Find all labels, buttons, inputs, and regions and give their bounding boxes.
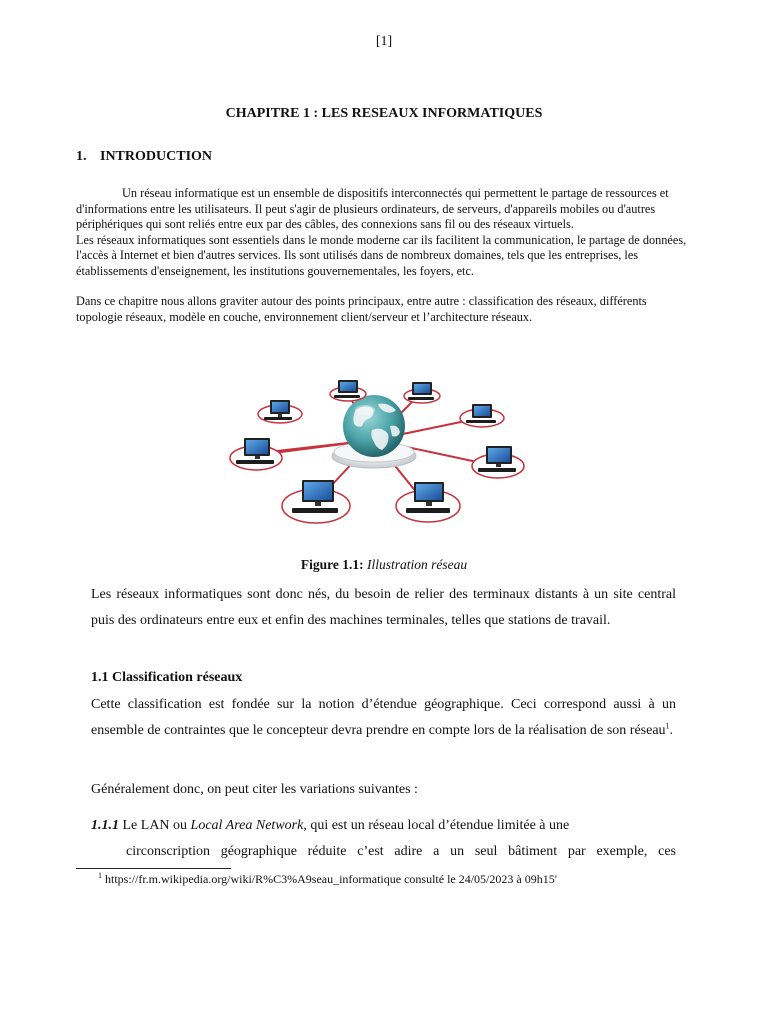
body-paragraph-2: Cette classification est fondée sur la notion d’étendue géographique. Ceci correspond aussi à un ensemble de contraintes que le concepteur devra prendre en compte lors de la réalisation de son réseau$^1$. — [91, 697, 676, 738]
body-paragraph-3 — [91, 777, 676, 803]
figure-caption-text: Illustration réseau — [367, 557, 468, 572]
network-illustration — [222, 370, 528, 538]
section-number: 1. — [76, 149, 87, 164]
globe-hub — [332, 395, 416, 468]
subsection-title: 1.1 Classification réseaux — [91, 670, 243, 685]
footnote-reference[interactable]: 1 — [665, 720, 670, 730]
figure-label: Figure 1.1: — [300, 557, 364, 572]
item-number: 1.1.1 — [91, 818, 119, 833]
intro-paragraph-2: Les réseaux informatiques sont essentiels dans le monde moderne car ils facilitent la communication, le partage de données, l'accès à Internet et bien d'autres services. Ils sont utilisés dans de nombreux domaines, tels que les entreprises, les établissements d'enseignement, les institutions gouvernementales, les foyers, etc. — [76, 232, 687, 278]
lan-term: Local Area Network — [190, 818, 304, 833]
chapter-title: CHAPITRE 1 : LES RESEAUX INFORMATIQUES — [225, 106, 543, 121]
footnote-marker: 1 — [98, 871, 102, 880]
computer-node-right — [460, 404, 504, 427]
globe-icon — [343, 395, 405, 457]
body-paragraph-2-text: Cette classification est fondée sur la notion d’étendue géographique. Ceci correspond aussi à un ensemble de contraintes que le concepteur devra prendre en compte lors de la réalisation de son réseau — [91, 697, 676, 738]
lan-definition-continued: circonscription géographique réduite c’est adire a un seul bâtiment par exemple, ces — [126, 843, 676, 859]
computer-node-top-right — [404, 382, 440, 403]
body-paragraph-3-text: Généralement donc, on peut citer les variations suivantes : — [91, 782, 418, 797]
footnote-separator — [76, 868, 231, 869]
computer-node-top — [330, 380, 366, 401]
intro-paragraph-1: Un réseau informatique est un ensemble de dispositifs interconnectés qui permettent le partage de ressources et d'informations entre les utilisateurs. Il peut s'agir de plusieurs ordinateurs, de serveurs, d'appareils mobiles ou d'autres périphériques qui sont reliés entre eux par des câbles, des connexions sans fil ou des réseaux virtuels. — [76, 186, 669, 231]
computer-node-left — [230, 438, 282, 470]
intro-text — [76, 186, 692, 325]
body-paragraph-1-text: Les réseaux informatiques sont donc nés, du besoin de relier des terminaux distants à un site central puis des ordinateurs entre eux et enfin des machines terminales, telles que stations de travail. — [91, 587, 676, 628]
body-paragraph-1 — [91, 582, 676, 633]
section-title: INTRODUCTION — [100, 149, 213, 164]
lan-definition: 1.1.1 Le LAN ou Local Area Network, qui est un réseau local d’étendue limitée à une circonscription géographique réduite c’est adire a un seul bâtiment par exemple, ces — [91, 813, 676, 864]
page-number: [1] — [375, 34, 393, 49]
computer-node-lower-right — [472, 446, 524, 478]
section-heading — [76, 149, 212, 165]
computer-node-bottom-right — [396, 482, 460, 522]
footnote — [98, 872, 557, 887]
footnote-link[interactable]: https://fr.m.wikipedia.org/wiki/R%C3%A9seau_informatique consulté le 24/05/2023 à 09h15' — [102, 872, 557, 886]
figure-caption — [0, 557, 768, 573]
intro-paragraph-3: Dans ce chapitre nous allons graviter autour des points principaux, entre autre : classification des réseaux, différents topologie réseaux, modèle en couche, environnement client/serveur et l’architecture réseaux. — [76, 294, 647, 324]
computer-node-bottom-left — [282, 480, 350, 523]
computer-node-top-left — [258, 400, 302, 423]
